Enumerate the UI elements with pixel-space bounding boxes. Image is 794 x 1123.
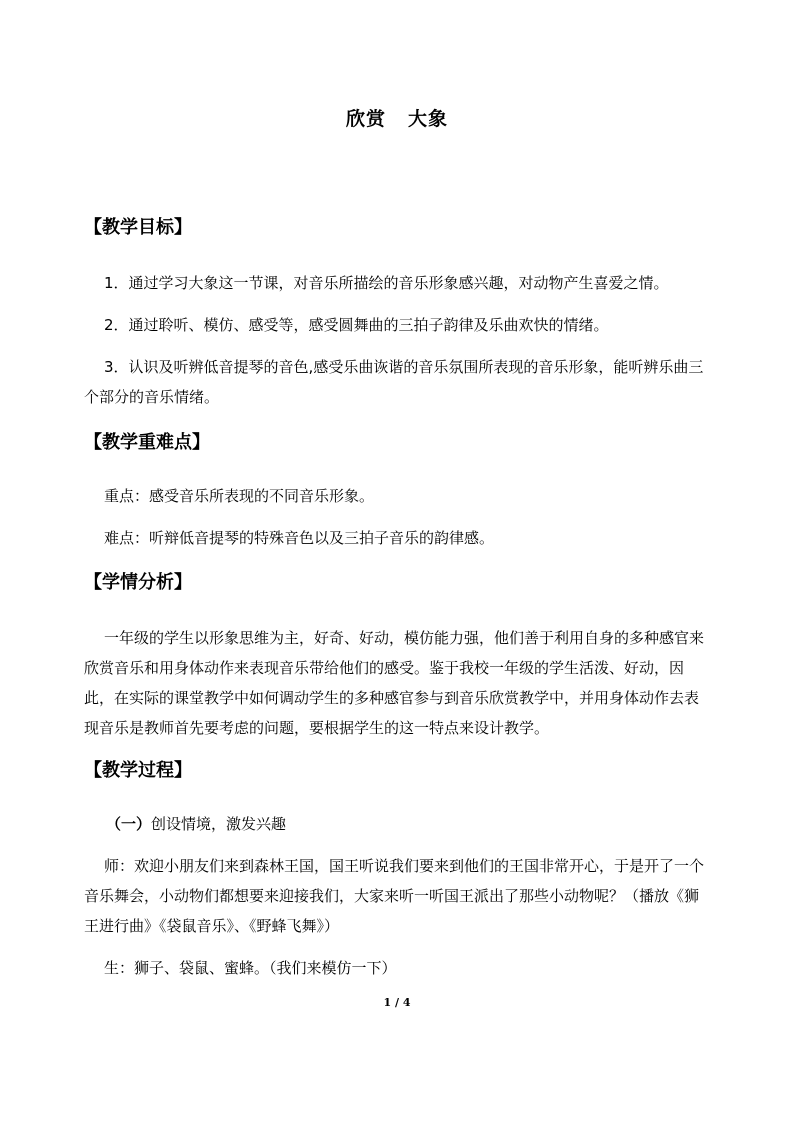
process-step-1: [84, 809, 712, 839]
document-title: [0, 104, 794, 131]
process-step-label: （一）: [106, 815, 152, 833]
goal-item-2: 2．通过聆听、模仿、感受等，感受圆舞曲的三拍子韵律及乐曲欢快的情绪。: [104, 316, 609, 334]
process-step-title: 创设情境，激发兴趣: [151, 815, 287, 833]
heading-teaching-goals: 【教学目标】: [84, 217, 192, 238]
title-part-2: 大象: [408, 108, 449, 130]
key-point-focus: 重点：感受音乐所表现的不同音乐形象。: [104, 487, 375, 505]
teacher-dialogue: 师：欢迎小朋友们来到森林王国，国王听说我们要来到他们的王国非常开心，于是开了一个音乐舞会，小动物们都想要来迎接我们，大家来听一听国王派出了那些小动物呢？（播放《狮王进行曲》《袋鼠音乐》、《野蜂飞舞》）: [84, 857, 705, 935]
page-number: 1 / 4: [383, 996, 411, 1009]
key-point-difficulty: 难点：听辩低音提琴的特殊音色以及三拍子音乐的韵律感。: [104, 529, 495, 547]
heading-teaching-process: 【教学过程】: [84, 760, 192, 781]
title-part-1: 欣赏: [345, 108, 386, 130]
heading-key-difficult-points: 【教学重难点】: [84, 432, 210, 453]
goal-item-3: 3．认识及听辨低音提琴的音色,感受乐曲诙谐的音乐氛围所表现的音乐形象，能听辨乐曲三个部分的音乐情绪。: [84, 358, 704, 406]
heading-student-analysis: 【学情分析】: [84, 572, 192, 593]
student-dialogue: 生：狮子、袋鼠、蜜蜂。（我们来模仿一下）: [104, 959, 397, 977]
student-analysis-text: 一年级的学生以形象思维为主，好奇、好动，模仿能力强，他们善于利用自身的多种感官来欣赏音乐和用身体动作来表现音乐带给他们的感受。鉴于我校一年级的学生活泼、好动，因此，在实际的课堂教学中如何调动学生的多种感官参与到音乐欣赏教学中，并用身体动作去表现音乐是教师首先要考虑的问题，要根据学生的这一特点来设计教学。: [84, 629, 705, 737]
goal-item-1: 1．通过学习大象这一节课，对音乐所描绘的音乐形象感兴趣，对动物产生喜爱之情。: [104, 274, 669, 292]
